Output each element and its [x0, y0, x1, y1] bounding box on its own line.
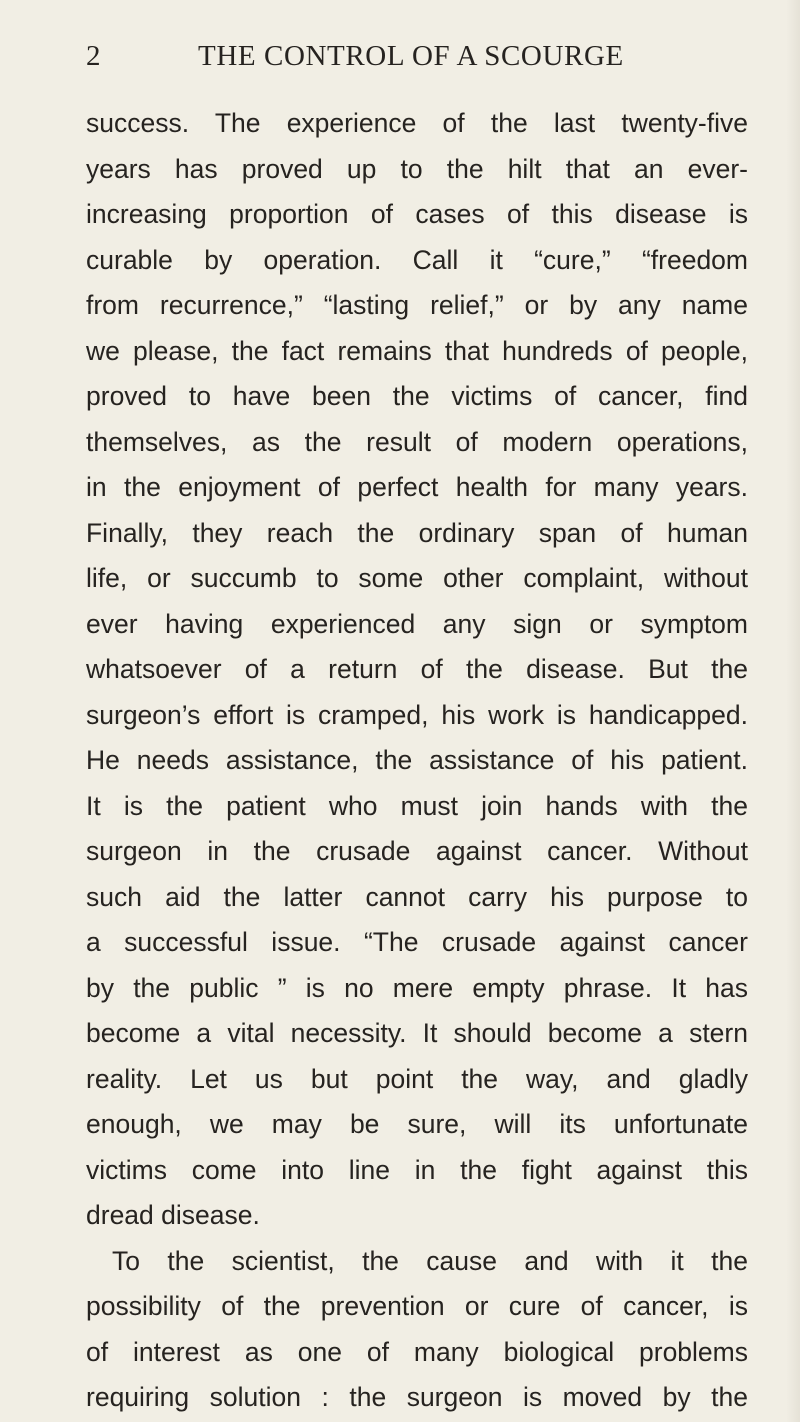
text-line: from recurrence,” “lasting relief,” or by any name — [86, 290, 748, 320]
running-title: THE CONTROL OF A SCOURGE — [198, 40, 624, 72]
page-number: 2 — [86, 40, 101, 72]
text-line: To the scientist, the cause and with it the — [112, 1245, 748, 1276]
text-line: years has proved up to the hilt that an ever- — [86, 153, 748, 184]
text-line: success. The experience of the last twenty-five — [86, 108, 748, 138]
text-line: in the enjoyment of perfect health for many years. — [86, 472, 748, 502]
text-line: proved to have been the victims of cancer, find — [86, 381, 748, 411]
body-text — [86, 101, 748, 1421]
text-line: surgeon in the crusade against cancer. Without — [86, 836, 748, 866]
text-line: enough, we may be sure, will its unfortunate — [86, 1109, 748, 1139]
text-line: a successful issue. “The crusade against cancer — [86, 927, 748, 957]
text-line: surgeon’s effort is cramped, his work is handicapped. — [86, 699, 748, 730]
text-line: curable by operation. Call it “cure,” “freedom — [86, 244, 748, 275]
text-line: such aid the latter cannot carry his purpose to — [86, 881, 748, 912]
page-edge-shadow — [786, 0, 800, 1422]
running-head — [86, 40, 746, 84]
text-line: whatsoever of a return of the disease. But the — [86, 654, 748, 684]
text-line: by the public ” is no mere empty phrase. It has — [86, 972, 748, 1003]
text-line: It is the patient who must join hands with the — [86, 790, 748, 821]
text-line: victims come into line in the fight against this — [86, 1154, 748, 1185]
text-line: ever having experienced any sign or symptom — [86, 608, 748, 639]
text-line: possibility of the prevention or cure of cancer, is — [86, 1291, 748, 1321]
text-line: themselves, as the result of modern operations, — [86, 426, 748, 457]
text-line: reality. Let us but point the way, and gladly — [86, 1063, 748, 1094]
text-line: life, or succumb to some other complaint, without — [86, 563, 748, 593]
text-line: of interest as one of many biological problems — [86, 1336, 748, 1367]
text-line: dread disease. — [86, 1200, 260, 1230]
text-line: Finally, they reach the ordinary span of human — [86, 517, 748, 548]
text-line: increasing proportion of cases of this disease is — [86, 199, 748, 229]
text-line: become a vital necessity. It should become a stern — [86, 1018, 748, 1048]
text-line: He needs assistance, the assistance of his patient. — [86, 745, 748, 775]
text-line: we please, the fact remains that hundreds of people, — [86, 335, 748, 366]
text-line: requiring solution : the surgeon is moved by the — [86, 1382, 748, 1412]
